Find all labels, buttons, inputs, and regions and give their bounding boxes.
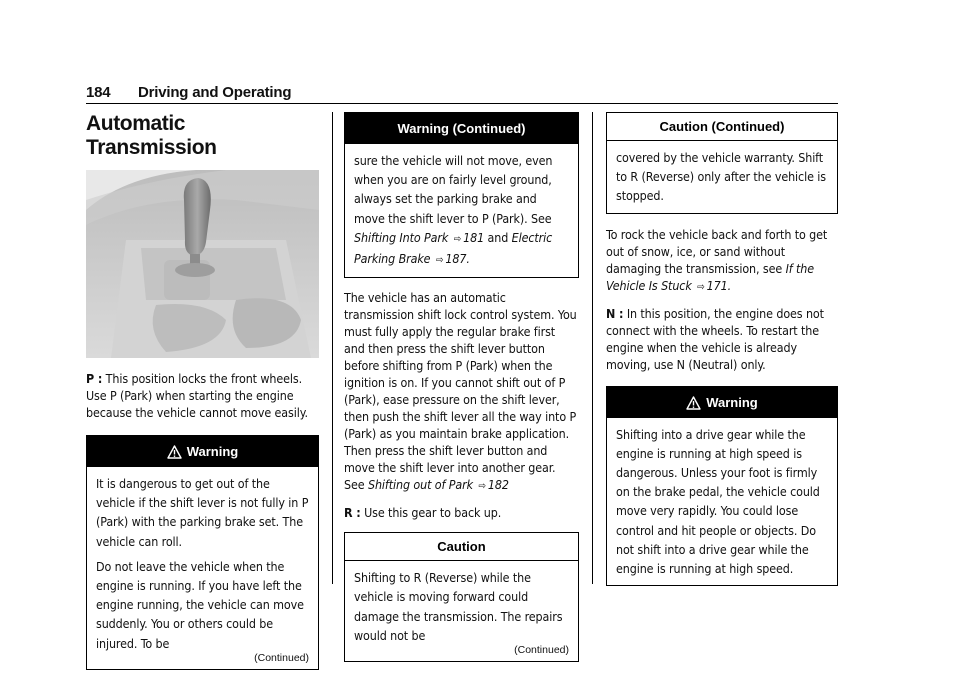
- warning-1-continued: (Continued): [254, 651, 309, 664]
- warning-continued-box: [344, 112, 579, 278]
- ref-shifting-out-of-park[interactable]: Shifting out of Park: [367, 477, 473, 493]
- ref-electric-parking-brake[interactable]: Electric Parking Brake: [354, 229, 553, 267]
- n-term: N :: [606, 305, 624, 321]
- column-2: [344, 112, 579, 662]
- caution-header: Caution: [345, 533, 578, 561]
- warning-2-title: Warning: [706, 394, 758, 410]
- p-text: This position locks the front wheels. Use P (Park) when starting the engine because the vehicle cannot move easily.: [86, 371, 308, 420]
- shift-lock-text: The vehicle has an automatic transmission shift lock control system. You must fully apply the regular brake first and then press the shift lever button before shifting from P (Park) when the ignition is on. If you cannot shift out of P (Park), ease pressure on the shift lever, then push the shift lever all the way into P (Park) as you maintain brake application. Then press the shift lever button and move the shift lever into another gear. See: [344, 290, 577, 493]
- page-title: Automatic Transmission: [86, 112, 217, 159]
- column-3: [606, 112, 838, 586]
- ref-if-vehicle-is-stuck[interactable]: If the Vehicle Is Stuck: [606, 260, 815, 293]
- ref-page-187[interactable]: 187.: [445, 251, 470, 267]
- page-number: 184: [86, 84, 111, 101]
- warning-box-2: [606, 386, 838, 587]
- warning-continued-body: sure the vehicle will not move, even when you are on fairly level ground, always set the parking brake and move the shift lever to P (Park). See: [354, 153, 553, 226]
- page-header: [86, 84, 838, 102]
- warning-2-text: Shifting into a drive gear while the engine is running at high speed is dangerous. Unless your foot is firmly on the brake pedal, the vehicle could move very rapidly. You could lose control and hit people or objects. Do not shift into a drive gear while the engine is running at high speed.: [616, 426, 820, 577]
- caution-continued-box: [606, 112, 838, 214]
- ref-page-181[interactable]: 181: [463, 229, 485, 245]
- warning-box-1: [86, 435, 319, 670]
- column-divider-2: [592, 112, 593, 584]
- caution-continued-text: covered by the vehicle warranty. Shift to R (Reverse) only after the vehicle is stopped.: [616, 150, 826, 204]
- n-neutral-description: [606, 305, 838, 373]
- caution-box: [344, 532, 579, 662]
- warning-1-header: [87, 436, 318, 467]
- page-ref-arrow-icon: ⇨: [435, 255, 444, 267]
- r-text: Use this gear to back up.: [364, 505, 502, 521]
- ref-page-171[interactable]: 171.: [706, 277, 732, 293]
- caution-continued-header: Caution (Continued): [607, 113, 837, 141]
- r-term: R :: [344, 505, 361, 521]
- and-text: and: [487, 229, 509, 245]
- warning-2-header: [607, 387, 837, 418]
- ref-shifting-into-park[interactable]: Shifting Into Park: [354, 229, 449, 245]
- warning-continued-header: Warning (Continued): [345, 113, 578, 144]
- warning-1-para-2: Do not leave the vehicle when the engine is running. If you have left the engine running, the vehicle can move suddenly. You or others could be injured. To be: [96, 558, 304, 651]
- p-term: P :: [86, 371, 103, 386]
- shift-lock-paragraph: [344, 289, 579, 495]
- caution-continued: (Continued): [514, 644, 569, 657]
- section-title: Driving and Operating: [138, 84, 292, 101]
- warning-continued-text: [354, 151, 569, 270]
- warning-triangle-icon: [167, 445, 182, 459]
- n-text: In this position, the engine does not connect with the wheels. To restart the engine when the vehicle is already moving, use N (Neutral) only.: [606, 305, 824, 372]
- ref-page-182[interactable]: 182: [487, 477, 509, 493]
- shift-lever-photo: [86, 170, 319, 358]
- rock-vehicle-text: To rock the vehicle back and forth to get out of snow, ice, or sand without damaging the transmission, see: [606, 226, 828, 276]
- page-ref-arrow-icon: ⇨: [453, 233, 462, 245]
- shift-lever-illustration: [86, 170, 319, 358]
- rock-vehicle-paragraph: [606, 226, 838, 296]
- warning-triangle-icon: [686, 396, 701, 410]
- caution-text: Shifting to R (Reverse) while the vehicle is moving forward could damage the transmission. The repairs would not be: [354, 570, 563, 643]
- warning-1-title: Warning: [186, 444, 239, 459]
- page-ref-arrow-icon: ⇨: [478, 481, 486, 493]
- column-divider-1: [332, 112, 333, 584]
- page-ref-arrow-icon: ⇨: [697, 281, 705, 293]
- warning-1-para-1: It is dangerous to get out of the vehicle if the shift lever is not fully in P (Park) with the parking brake set. The vehicle can roll.: [96, 476, 309, 549]
- column-1: [86, 112, 319, 670]
- p-park-description: [86, 370, 319, 421]
- r-reverse-description: [344, 504, 579, 521]
- header-rule: [86, 103, 838, 104]
